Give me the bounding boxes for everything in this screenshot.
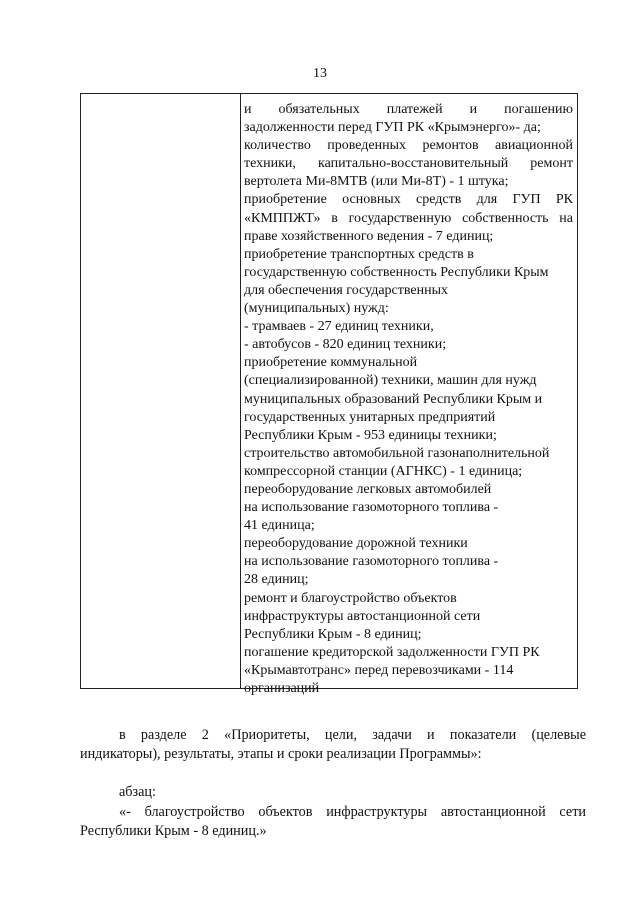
- abzac-label: абзац:: [119, 784, 156, 800]
- table-line: инфраструктуры автостанционной сети: [244, 608, 481, 624]
- table-line: вертолета Ми-8МТВ (или Ми-8Т) - 1 штука;: [244, 174, 509, 190]
- table-line: строительство автомобильной газонаполнительной: [244, 445, 550, 461]
- table-line: ремонт и благоустройство объектов: [244, 590, 457, 606]
- table-line: организаций: [244, 681, 320, 696]
- table-line: компрессорной станции (АГНКС) - 1 единица;: [244, 463, 523, 479]
- table-line: (специализированной) техники, машин для нужд: [244, 373, 537, 389]
- table-line: праве хозяйственного ведения - 7 единиц;: [244, 228, 494, 244]
- quote-line-2: Республики Крым - 8 единиц.»: [80, 823, 267, 839]
- table-line: переоборудование дорожной техники: [244, 536, 468, 552]
- table-line: приобретение коммунальной: [244, 355, 418, 371]
- table-line: «КМППЖТ» в государственную собственность на: [244, 210, 573, 226]
- table-line: Республики Крым - 953 единицы техники;: [244, 427, 497, 443]
- quote-line-1: «- благоустройство объектов инфраструктуры автостанционной сети: [119, 804, 586, 820]
- table-line: (муниципальных) нужд:: [244, 301, 389, 317]
- table-line: - автобусов - 820 единиц техники;: [244, 337, 447, 353]
- table-line: на использование газомоторного топлива -: [244, 554, 499, 570]
- table-line: приобретение транспортных средств в: [244, 246, 474, 262]
- table-line: государственную собственность Республики Крым: [244, 264, 549, 280]
- table-line: задолженности перед ГУП РК «Крымэнерго»- да;: [244, 120, 541, 136]
- page-number: 13: [313, 66, 327, 81]
- table-line: погашение кредиторской задолженности ГУП РК: [244, 644, 540, 660]
- table-line: техники, капитально-восстановительный ремонт: [244, 156, 573, 172]
- table-line: «Крымавтотранс» перед перевозчиками - 114: [244, 662, 514, 678]
- section-line-1: в разделе 2 «Приоритеты, цели, задачи и показатели (целевые: [119, 727, 586, 743]
- table-right-cell: [241, 94, 577, 696]
- program-table: [80, 93, 578, 696]
- table-line: 28 единиц;: [244, 572, 309, 588]
- table-line: 41 единица;: [244, 518, 315, 534]
- table-line: Республики Крым - 8 единиц;: [244, 626, 422, 642]
- table-left-cell: [81, 94, 241, 688]
- table-line: переоборудование легковых автомобилей: [244, 481, 492, 497]
- table-line: приобретение основных средств для ГУП РК: [244, 192, 573, 208]
- table-line: муниципальных образований Республики Крым и: [244, 391, 543, 407]
- table-line: и обязательных платежей и погашению: [244, 102, 573, 117]
- table-line: количество проведенных ремонтов авиационной: [244, 138, 573, 154]
- table-line: на использование газомоторного топлива -: [244, 500, 499, 516]
- table-line: для обеспечения государственных: [244, 282, 448, 298]
- table-line: - трамваев - 27 единиц техники,: [244, 319, 434, 335]
- section-line-2: индикаторы), результаты, этапы и сроки реализации Программы»:: [80, 746, 482, 762]
- table-line: государственных унитарных предприятий: [244, 409, 496, 425]
